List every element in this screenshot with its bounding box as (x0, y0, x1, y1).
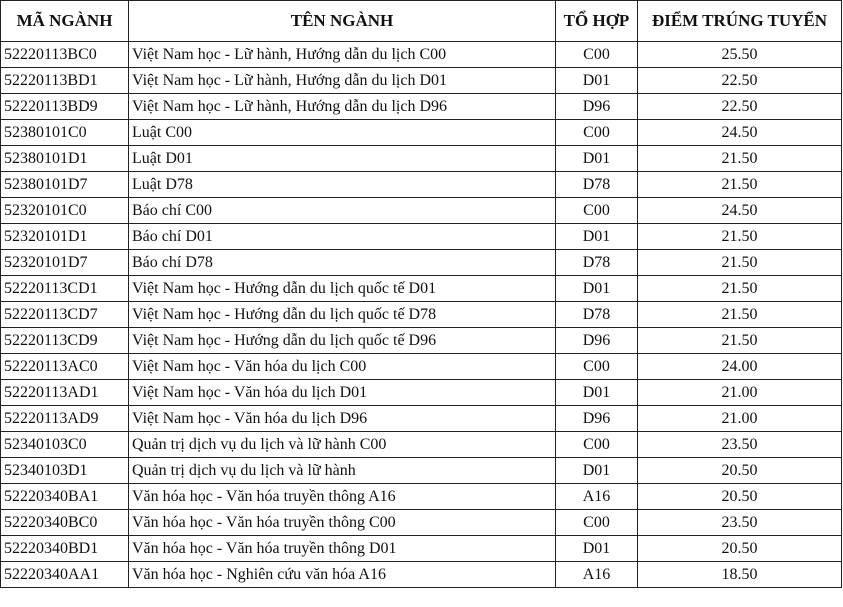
subject-combo-cell: C00 (556, 120, 638, 146)
major-name-cell: Văn hóa học - Văn hóa truyền thông A16 (129, 484, 556, 510)
subject-combo-cell: D78 (556, 250, 638, 276)
table-row (1, 302, 842, 328)
major-code-cell: 52220113BD9 (1, 94, 129, 120)
admission-score-cell: 21.50 (638, 224, 842, 250)
table-row (1, 562, 842, 588)
major-name-cell: Báo chí D01 (129, 224, 556, 250)
major-name-cell: Văn hóa học - Văn hóa truyền thông C00 (129, 510, 556, 536)
table-row (1, 536, 842, 562)
major-name-cell: Văn hóa học - Nghiên cứu văn hóa A16 (129, 562, 556, 588)
major-name-cell: Luật C00 (129, 120, 556, 146)
major-code-cell: 52220113CD7 (1, 302, 129, 328)
major-code-cell: 52380101D7 (1, 172, 129, 198)
admission-score-cell: 20.50 (638, 536, 842, 562)
subject-combo-cell: D96 (556, 328, 638, 354)
major-code-cell: 52220113AD9 (1, 406, 129, 432)
major-code-cell: 52220340AA1 (1, 562, 129, 588)
subject-combo-cell: C00 (556, 354, 638, 380)
major-code-cell: 52340103D1 (1, 458, 129, 484)
major-code-cell: 52220113AC0 (1, 354, 129, 380)
major-code-cell: 52320101D7 (1, 250, 129, 276)
table-row (1, 276, 842, 302)
admission-score-cell: 25.50 (638, 42, 842, 68)
subject-combo-cell: C00 (556, 42, 638, 68)
table-row (1, 432, 842, 458)
major-name-cell: Báo chí C00 (129, 198, 556, 224)
major-code-cell: 52320101C0 (1, 198, 129, 224)
subject-combo-cell: D01 (556, 68, 638, 94)
admission-score-cell: 18.50 (638, 562, 842, 588)
admission-score-cell: 20.50 (638, 458, 842, 484)
subject-combo-cell: D78 (556, 302, 638, 328)
table-row (1, 198, 842, 224)
major-name-cell: Việt Nam học - Hướng dẫn du lịch quốc tế D96 (129, 328, 556, 354)
admission-score-cell: 21.50 (638, 328, 842, 354)
table-row (1, 120, 842, 146)
table-row (1, 354, 842, 380)
admission-score-cell: 21.50 (638, 276, 842, 302)
major-code-cell: 52220113BC0 (1, 42, 129, 68)
major-name-cell: Việt Nam học - Lữ hành, Hướng dẫn du lịch C00 (129, 42, 556, 68)
major-name-cell: Việt Nam học - Lữ hành, Hướng dẫn du lịch D01 (129, 68, 556, 94)
table-row (1, 458, 842, 484)
admission-score-cell: 23.50 (638, 432, 842, 458)
major-code-cell: 52220113BD1 (1, 68, 129, 94)
admission-score-cell: 21.50 (638, 250, 842, 276)
subject-combo-cell: D78 (556, 172, 638, 198)
admission-score-cell: 22.50 (638, 94, 842, 120)
major-code-cell: 52380101C0 (1, 120, 129, 146)
major-name-cell: Việt Nam học - Lữ hành, Hướng dẫn du lịch D96 (129, 94, 556, 120)
subject-combo-cell: D96 (556, 406, 638, 432)
major-name-cell: Việt Nam học - Văn hóa du lịch C00 (129, 354, 556, 380)
table-row (1, 484, 842, 510)
subject-combo-cell: A16 (556, 562, 638, 588)
major-name-cell: Quản trị dịch vụ du lịch và lữ hành (129, 458, 556, 484)
table-row (1, 328, 842, 354)
subject-combo-cell: C00 (556, 432, 638, 458)
major-name-cell: Việt Nam học - Hướng dẫn du lịch quốc tế D01 (129, 276, 556, 302)
major-code-cell: 52320101D1 (1, 224, 129, 250)
major-code-cell: 52220340BA1 (1, 484, 129, 510)
table-row (1, 94, 842, 120)
subject-combo-cell: D01 (556, 380, 638, 406)
major-code-cell: 52340103C0 (1, 432, 129, 458)
admission-score-cell: 21.50 (638, 302, 842, 328)
table-row (1, 510, 842, 536)
table-body (1, 42, 842, 588)
table-row (1, 172, 842, 198)
header-row (1, 1, 842, 42)
table-row (1, 146, 842, 172)
admission-score-cell: 24.00 (638, 354, 842, 380)
major-code-cell: 52220113CD1 (1, 276, 129, 302)
subject-combo-cell: C00 (556, 510, 638, 536)
major-name-cell: Luật D78 (129, 172, 556, 198)
admission-score-cell: 21.00 (638, 380, 842, 406)
header-combo: TỔ HỢP (556, 1, 638, 42)
table-row (1, 42, 842, 68)
admission-score-cell: 21.00 (638, 406, 842, 432)
admission-score-cell: 21.50 (638, 146, 842, 172)
table-row (1, 380, 842, 406)
subject-combo-cell: D01 (556, 146, 638, 172)
header-code: MÃ NGÀNH (1, 1, 129, 42)
major-name-cell: Quản trị dịch vụ du lịch và lữ hành C00 (129, 432, 556, 458)
subject-combo-cell: C00 (556, 198, 638, 224)
table-row (1, 406, 842, 432)
subject-combo-cell: A16 (556, 484, 638, 510)
major-name-cell: Văn hóa học - Văn hóa truyền thông D01 (129, 536, 556, 562)
table-row (1, 68, 842, 94)
header-name: TÊN NGÀNH (129, 1, 556, 42)
major-name-cell: Báo chí D78 (129, 250, 556, 276)
major-name-cell: Việt Nam học - Hướng dẫn du lịch quốc tế D78 (129, 302, 556, 328)
table-row (1, 250, 842, 276)
admission-score-cell: 21.50 (638, 172, 842, 198)
major-name-cell: Việt Nam học - Văn hóa du lịch D01 (129, 380, 556, 406)
major-code-cell: 52220113AD1 (1, 380, 129, 406)
admission-score-cell: 24.50 (638, 198, 842, 224)
subject-combo-cell: D01 (556, 224, 638, 250)
subject-combo-cell: D01 (556, 536, 638, 562)
header-score: ĐIỂM TRÚNG TUYỂN (638, 1, 842, 42)
major-code-cell: 52380101D1 (1, 146, 129, 172)
admission-score-cell: 23.50 (638, 510, 842, 536)
major-name-cell: Việt Nam học - Văn hóa du lịch D96 (129, 406, 556, 432)
subject-combo-cell: D01 (556, 458, 638, 484)
major-code-cell: 52220340BC0 (1, 510, 129, 536)
table-row (1, 224, 842, 250)
major-code-cell: 52220340BD1 (1, 536, 129, 562)
subject-combo-cell: D96 (556, 94, 638, 120)
admission-score-cell: 22.50 (638, 68, 842, 94)
table-header (1, 1, 842, 42)
subject-combo-cell: D01 (556, 276, 638, 302)
admission-score-cell: 20.50 (638, 484, 842, 510)
major-name-cell: Luật D01 (129, 146, 556, 172)
admission-score-cell: 24.50 (638, 120, 842, 146)
major-code-cell: 52220113CD9 (1, 328, 129, 354)
